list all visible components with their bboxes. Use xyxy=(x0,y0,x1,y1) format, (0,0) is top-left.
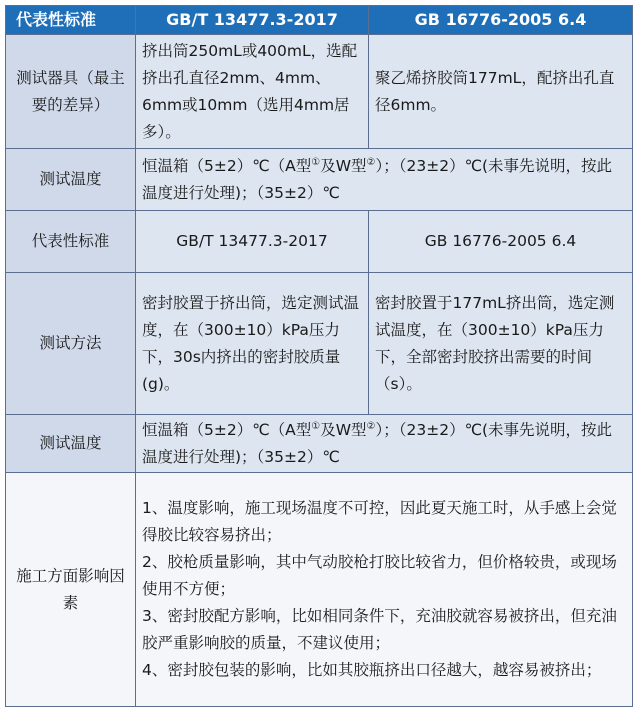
factor-item-1: 1、温度影响，施工现场温度不可控，因此夏天施工时，从手感上会觉得胶比较容易挤出； xyxy=(142,499,617,544)
subheader-col2: GB/T 13477.3-2017 xyxy=(136,211,369,273)
method-label: 测试方法 xyxy=(6,273,136,415)
factor-item-4: 4、密封胶包装的影响，比如其胶瓶挤出口径越大，越容易被挤出； xyxy=(142,661,602,679)
temp2-text xyxy=(136,415,633,473)
temp2-mark1: ① xyxy=(311,420,321,432)
standards-comparison-table xyxy=(5,5,633,707)
device-label: 测试器具（最主要的差异） xyxy=(6,35,136,149)
device-gb: 聚乙烯挤胶筒177mL，配挤出孔直径6mm。 xyxy=(369,35,633,149)
temp2-text-c: ）；（23±2）℃(未事先说明，按此温度进行处理)；（35±2）℃ xyxy=(142,420,613,466)
temp1-label: 测试温度 xyxy=(6,149,136,211)
device-gbt: 挤出筒250mL或400mL，选配挤出孔直径2mm、4mm、6mm或10mm（选用4mm居多）。 xyxy=(136,35,369,149)
temp1-mark1: ① xyxy=(311,156,321,168)
temp1-text xyxy=(136,149,633,211)
subheader-col3: GB 16776-2005 6.4 xyxy=(369,211,633,273)
header-col1: 代表性标准 xyxy=(6,6,136,35)
temp1-text-a: 恒温箱（5±2）℃（A型 xyxy=(142,156,312,175)
method-gb: 密封胶置于177mL挤出筒，选定测试温度，在（300±10）kPa压力下，全部密封胶挤出需要的时间（s）。 xyxy=(369,273,633,415)
device-row xyxy=(6,35,633,149)
factors-row xyxy=(6,473,633,707)
header-col2: GB/T 13477.3-2017 xyxy=(136,6,369,35)
factors-label: 施工方面影响因素 xyxy=(6,473,136,707)
temp1-mark2: ② xyxy=(366,156,376,168)
subheader-row xyxy=(6,211,633,273)
temp1-text-c: ）；（23±2）℃(未事先说明，按此温度进行处理)；（35±2）℃ xyxy=(142,156,613,202)
method-row xyxy=(6,273,633,415)
temp2-row xyxy=(6,415,633,473)
temp2-text-a: 恒温箱（5±2）℃（A型 xyxy=(142,420,312,439)
header-col3: GB 16776-2005 6.4 xyxy=(369,6,633,35)
factors-list xyxy=(136,473,633,707)
temp1-text-b: 及W型 xyxy=(320,156,367,175)
temp1-row xyxy=(6,149,633,211)
factor-item-3: 3、密封胶配方影响，比如相同条件下，充油胶就容易被挤出，但充油胶严重影响胶的质量，不建议使用； xyxy=(142,607,617,652)
method-gbt: 密封胶置于挤出筒，选定测试温度，在（300±10）kPa压力下，30s内挤出的密封胶质量(g)。 xyxy=(136,273,369,415)
header-row xyxy=(6,6,633,35)
temp2-mark2: ② xyxy=(366,420,376,432)
temp2-label: 测试温度 xyxy=(6,415,136,473)
temp2-text-b: 及W型 xyxy=(320,420,367,439)
subheader-col1: 代表性标准 xyxy=(6,211,136,273)
factor-item-2: 2、胶枪质量影响，其中气动胶枪打胶比较省力，但价格较贵，或现场使用不方便； xyxy=(142,553,617,598)
